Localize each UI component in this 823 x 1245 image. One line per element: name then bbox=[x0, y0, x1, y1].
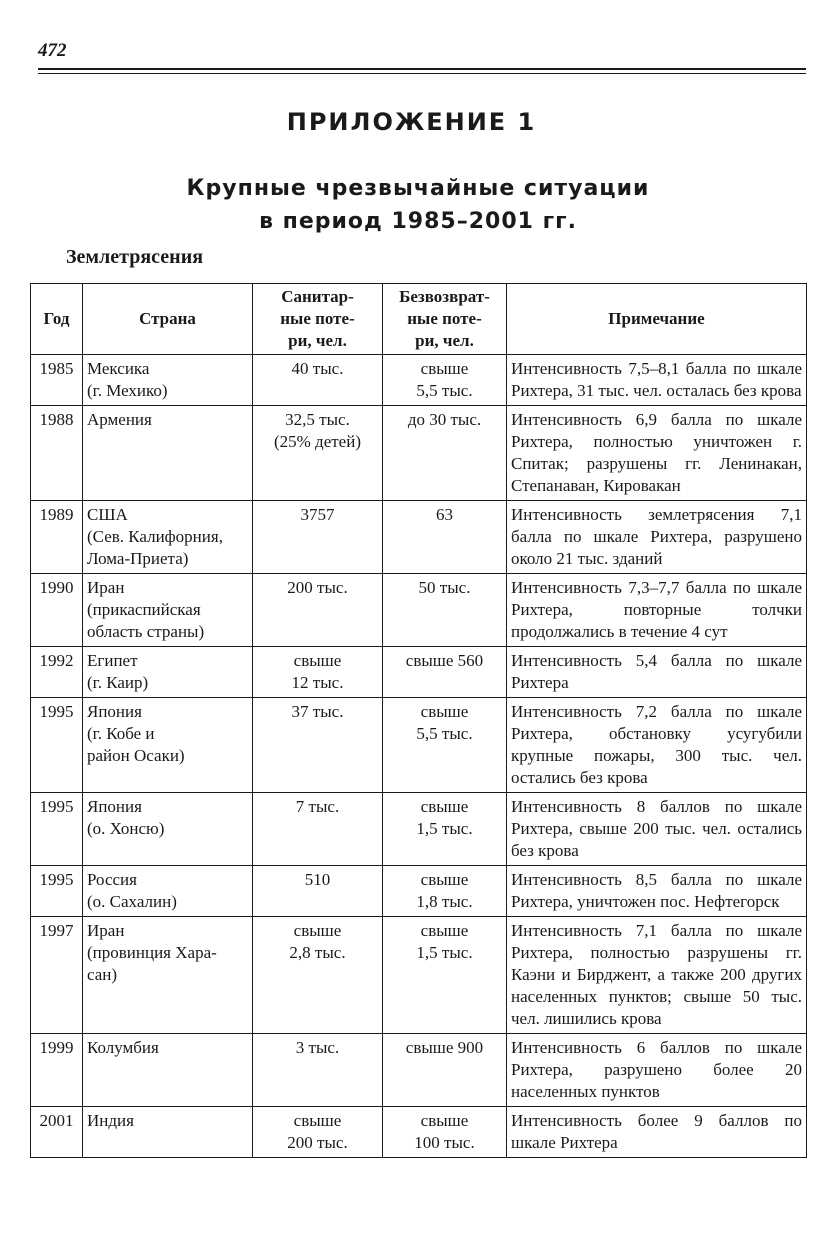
header-rule bbox=[38, 68, 806, 70]
table-row bbox=[31, 698, 807, 793]
table-body bbox=[31, 355, 807, 1158]
table-row bbox=[31, 793, 807, 866]
cell-sanitary-losses: 3757 bbox=[253, 501, 383, 574]
header-country: Страна bbox=[83, 284, 253, 355]
header-irrecoverable-losses: Безвозврат- ные поте- ри, чел. bbox=[383, 284, 507, 355]
cell-irrecoverable-losses: свыше 900 bbox=[383, 1034, 507, 1107]
table-row bbox=[31, 917, 807, 1034]
cell-country: Россия (о. Сахалин) bbox=[83, 866, 253, 917]
cell-year: 1997 bbox=[31, 917, 83, 1034]
cell-sanitary-losses: свыше 12 тыс. bbox=[253, 647, 383, 698]
cell-country: Индия bbox=[83, 1107, 253, 1158]
section-title bbox=[0, 172, 823, 238]
cell-irrecoverable-losses: свыше 1,8 тыс. bbox=[383, 866, 507, 917]
cell-sanitary-losses: 32,5 тыс. (25% детей) bbox=[253, 406, 383, 501]
page-number: 472 bbox=[38, 40, 67, 61]
cell-sanitary-losses: 7 тыс. bbox=[253, 793, 383, 866]
header-rule-thin bbox=[38, 73, 806, 74]
cell-irrecoverable-losses: свыше 5,5 тыс. bbox=[383, 355, 507, 406]
cell-year: 1985 bbox=[31, 355, 83, 406]
table-row bbox=[31, 406, 807, 501]
cell-country: Армения bbox=[83, 406, 253, 501]
cell-year: 1995 bbox=[31, 698, 83, 793]
table-header-row bbox=[31, 284, 807, 355]
cell-irrecoverable-losses: свыше 1,5 тыс. bbox=[383, 793, 507, 866]
cell-country: Мексика (г. Мехико) bbox=[83, 355, 253, 406]
cell-note: Интенсивность 6 баллов по шкале Рихтера, разрушено более 20 населенных пунктов bbox=[507, 1034, 807, 1107]
table-row bbox=[31, 647, 807, 698]
cell-note: Интенсивность 5,4 балла по шкале Рихтера bbox=[507, 647, 807, 698]
cell-year: 1990 bbox=[31, 574, 83, 647]
cell-note: Интенсивность землетрясения 7,1 балла по шкале Рихтера, разрушено около 21 тыс. зданий bbox=[507, 501, 807, 574]
cell-sanitary-losses: свыше 2,8 тыс. bbox=[253, 917, 383, 1034]
cell-country: Иран (прикаспийская область страны) bbox=[83, 574, 253, 647]
cell-sanitary-losses: свыше 200 тыс. bbox=[253, 1107, 383, 1158]
cell-note: Интенсивность 6,9 балла по шкале Рихтера, полностью уничтожен г. Спитак; разрушены гг. Ленинакан, Степанаван, Кировакан bbox=[507, 406, 807, 501]
cell-irrecoverable-losses: 63 bbox=[383, 501, 507, 574]
cell-country: США (Сев. Калифорния, Лома-Приета) bbox=[83, 501, 253, 574]
table-row bbox=[31, 574, 807, 647]
cell-sanitary-losses: 3 тыс. bbox=[253, 1034, 383, 1107]
cell-country: Египет (г. Каир) bbox=[83, 647, 253, 698]
cell-sanitary-losses: 37 тыс. bbox=[253, 698, 383, 793]
cell-irrecoverable-losses: свыше 560 bbox=[383, 647, 507, 698]
earthquakes-table bbox=[30, 283, 807, 1158]
cell-irrecoverable-losses: до 30 тыс. bbox=[383, 406, 507, 501]
table-row bbox=[31, 355, 807, 406]
cell-year: 1995 bbox=[31, 866, 83, 917]
cell-country: Япония (г. Кобе и район Осаки) bbox=[83, 698, 253, 793]
cell-year: 1992 bbox=[31, 647, 83, 698]
table-row bbox=[31, 1034, 807, 1107]
header-note: Примечание bbox=[507, 284, 807, 355]
table-row bbox=[31, 501, 807, 574]
cell-irrecoverable-losses: свыше 5,5 тыс. bbox=[383, 698, 507, 793]
cell-year: 2001 bbox=[31, 1107, 83, 1158]
cell-note: Интенсивность 7,3–7,7 балла по шкале Рихтера, повторные толчки продолжались в течение 4 сут bbox=[507, 574, 807, 647]
cell-sanitary-losses: 510 bbox=[253, 866, 383, 917]
section-title-line1: Крупные чрезвычайные ситуации bbox=[186, 176, 650, 201]
cell-note: Интенсивность 7,2 балла по шкале Рихтера, обстановку усугубили крупные пожары, 300 тыс. чел. остались без крова bbox=[507, 698, 807, 793]
cell-year: 1988 bbox=[31, 406, 83, 501]
cell-sanitary-losses: 200 тыс. bbox=[253, 574, 383, 647]
cell-country: Иран (провинция Хара- сан) bbox=[83, 917, 253, 1034]
cell-year: 1989 bbox=[31, 501, 83, 574]
table-row bbox=[31, 1107, 807, 1158]
appendix-title: ПРИЛОЖЕНИЕ 1 bbox=[286, 108, 537, 136]
table-row bbox=[31, 866, 807, 917]
table-subtitle: Землетрясения bbox=[66, 246, 204, 268]
cell-irrecoverable-losses: свыше 1,5 тыс. bbox=[383, 917, 507, 1034]
cell-year: 1995 bbox=[31, 793, 83, 866]
cell-year: 1999 bbox=[31, 1034, 83, 1107]
cell-note: Интенсивность 8 баллов по шкале Рихтера, свыше 200 тыс. чел. остались без крова bbox=[507, 793, 807, 866]
cell-note: Интенсивность 8,5 балла по шкале Рихтера, уничтожен пос. Нефтегорск bbox=[507, 866, 807, 917]
cell-country: Колумбия bbox=[83, 1034, 253, 1107]
header-sanitary-losses: Санитар- ные поте- ри, чел. bbox=[253, 284, 383, 355]
cell-note: Интенсивность 7,5–8,1 балла по шкале Рихтера, 31 тыс. чел. осталась без крова bbox=[507, 355, 807, 406]
cell-country: Япония (о. Хонсю) bbox=[83, 793, 253, 866]
cell-sanitary-losses: 40 тыс. bbox=[253, 355, 383, 406]
cell-irrecoverable-losses: 50 тыс. bbox=[383, 574, 507, 647]
cell-irrecoverable-losses: свыше 100 тыс. bbox=[383, 1107, 507, 1158]
header-year: Год bbox=[31, 284, 83, 355]
section-title-line2: в период 1985–2001 гг. bbox=[259, 209, 577, 234]
cell-note: Интенсивность 7,1 балла по шкале Рихтера, полностью разрушены гг. Каэни и Бирджент, а также 200 других населенных пунктов; свыше 50 тыс. чел. лишились крова bbox=[507, 917, 807, 1034]
cell-note: Интенсивность более 9 баллов по шкале Рихтера bbox=[507, 1107, 807, 1158]
